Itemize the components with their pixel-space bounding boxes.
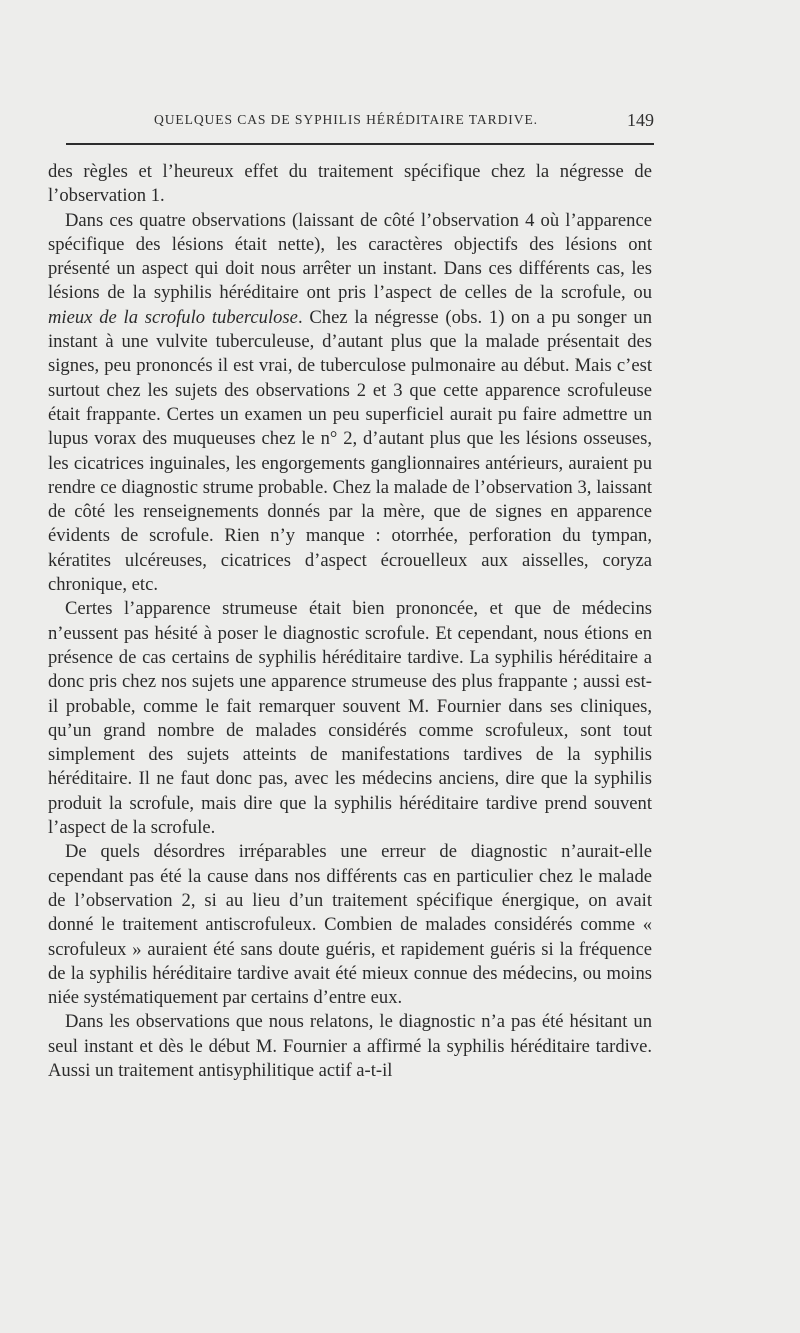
header-rule [66, 143, 654, 145]
paragraph-text: Dans ces quatre observations (laissant de côté l’observation 4 où l’apparence spécifique des lésions était nette), les caractères objectifs des lésions ont présenté un aspect qui doit nous arrêter un instant. Dans ces différents cas, les lésions de la syphilis héréditaire ont pris l’aspect de celles de la scrofule, ou [48, 209, 652, 304]
paragraph [48, 209, 652, 598]
body-text [48, 160, 652, 1083]
page-header [66, 112, 656, 136]
paragraph: Dans les observations que nous relatons, le diagnostic n’a pas été hésitant un seul instant et dès le début M. Fournier a affirmé la syphilis héréditaire tardive. Aussi un traitement antisyphilitique actif a-t-il [48, 1011, 652, 1081]
page-number: 149 [627, 110, 654, 130]
paragraph: des règles et l’heureux effet du traitement spécifique chez la négresse de l’observation 1. [48, 161, 652, 207]
paragraph: De quels désordres irréparables une erreur de diagnostic n’aurait-elle cependant pas été la cause dans nos différents cas en particulier chez le malade de l’observation 2, si au lieu d’un traitement spécifique énergique, on avait donné le traitement antiscrofuleux. Combien de malades considérés comme « scrofuleux » auraient été sans doute guéris, et rapidement guéris si la fréquence de la syphilis héréditaire tardive avait été mieux connue des médecins, ou moins niée systématiquement par certains d’entre eux. [48, 841, 652, 1009]
italic-phrase: mieux de la scrofulo tuberculose [48, 306, 298, 328]
paragraph-text: . Chez la négresse (obs. 1) on a pu songer un instant à une vulvite tuberculeuse, d’autant plus que la malade présentait des signes, peu prononcés il est vrai, de tuberculose pulmonaire au début. Mais c’est surtout chez les sujets des observations 2 et 3 que cette apparence scrofuleuse était frappante. Certes un examen un peu superficiel aurait pu faire admettre un lupus vorax des muqueuses chez le n° 2, d’autant plus que les lésions osseuses, les cicatrices inguinales, les engorgements ganglionnaires antérieurs, auraient pu rendre ce diagnostic strume probable. Chez la malade de l’observation 3, laissant de côté les renseignements donnés par la mère, que de signes en apparence évidents de scrofule. Rien n’y manque : otorrhée, perforation du tympan, kératites ulcéreuses, cicatrices d’aspect écrouelleux aux aisselles, coryza chronique, etc. [48, 306, 652, 596]
running-head: QUELQUES CAS DE SYPHILIS HÉRÉDITAIRE TARDIVE. [154, 112, 538, 127]
paragraph: Certes l’apparence strumeuse était bien prononcée, et que de médecins n’eussent pas hésité à poser le diagnostic scrofule. Et cependant, nous étions en présence de cas certains de syphilis héréditaire tardive. La syphilis héréditaire a donc pris chez nos sujets une apparence strumeuse des plus frappante ; aussi est-il probable, comme le fait remarquer souvent M. Fournier dans ses cliniques, qu’un grand nombre de malades considérés comme scrofuleux, sont tout simplement des sujets atteints de manifestations tardives de la syphilis héréditaire. Il ne faut donc pas, avec les médecins anciens, dire que la syphilis produit la scrofule, mais dire que la syphilis héréditaire tardive prend souvent l’aspect de la scrofule. [48, 598, 652, 839]
